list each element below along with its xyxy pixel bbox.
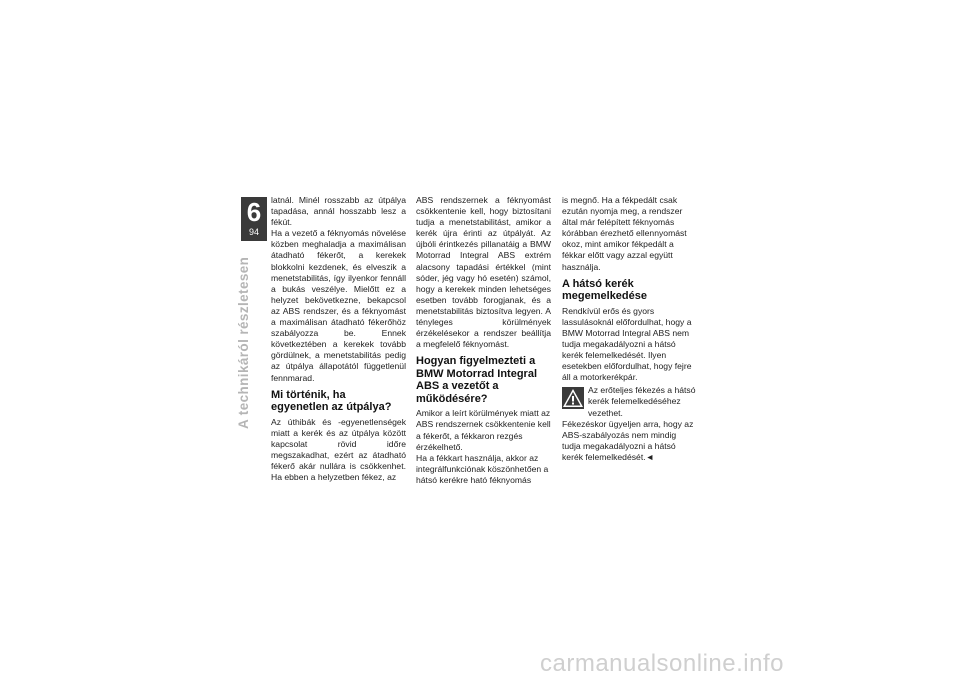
- warning-triangle-icon: [562, 387, 584, 409]
- text-column-3: [562, 195, 697, 463]
- paragraph: Ha a fékkart használja, akkor az integrálfunkciónak köszönhetően a hátsó kerékre ható féknyomás: [416, 452, 549, 485]
- chapter-number: 6: [246, 197, 262, 227]
- warning-block: [562, 385, 697, 418]
- chapter-tab: [241, 197, 267, 241]
- paragraph: latnál. Minél rosszabb az útpálya tapadása, annál hosszabb lesz a fékút.: [271, 195, 406, 228]
- paragraph: Rendkívül erős és gyors lassulásoknál előfordulhat, hogy a BMW Motorrad Integral ABS nem tudja megakadályozni a hátsó kerék felemelkedését. Ilyen esetekben előfordulhat, hogy fejre áll a motorkerékpár.: [562, 305, 692, 383]
- side-chapter-title: A technikáról részletesen: [236, 257, 251, 430]
- page-number: 94: [248, 227, 259, 237]
- paragraph: Ha a vezető a féknyomás növelése közben meghaladja a maximálisan átadható fékerőt, a kerekek blokkolni kezdenek, és elveszik a menetstabilitás, így ilyenkor fennáll a bukás veszélye. Mielőtt ez a helyzet bekövetkezne, bekapcsol az ABS rendszer, és a féknyomást a maximálisan átadható fékerőhöz szabályozza be. Ennek következtében a kerekek tovább gördülnek, a menetstabilitás pedig az útpálya állapotától függetlenül fennmarad.: [271, 228, 406, 383]
- paragraph: Fékezéskor ügyeljen arra, hogy az ABS-szabályozás nem mindig tudja megakadályozni a hátsó kerék felemelkedését.◄: [562, 418, 694, 462]
- text-column-2: [416, 195, 551, 486]
- paragraph: Az úthibák és -egyenetlenségek miatt a kerék és az útpálya között kapcsolat rövid időre megszakadhat, ezért az átadható fékerő akár nullára is csökkenhet. Ha ebben a helyzetben fékez, az: [271, 416, 406, 483]
- watermark: carmanualsonline.info: [540, 650, 784, 677]
- section-heading: Hogyan figyelmezteti a BMW Motorrad Integral ABS a vezetőt a működésére?: [416, 355, 537, 405]
- section-heading: Mi történik, ha egyenetlen az útpálya?: [271, 388, 392, 414]
- paragraph: ABS rendszernek a féknyomást csökkentenie kell, hogy biztosítani tudja a menetstabilitást, amikor a kerék újra érinti az útpályát. Az újbóli érintkezés pillanatáig a BMW Motorrad Integral ABS extrém alacsony tapadási értékkel (mint sóder, jég vagy hó esetén) számol, hogy a kerekek minden lehetséges esetben tovább forogjanak, és a menetstabilitás biztosítva legyen. A tényleges körülmények érzékelésekor a rendszer beállítja a megfelelő féknyomást.: [416, 195, 551, 350]
- paragraph: Amikor a leírt körülmények miatt az ABS rendszernek csökkentenie kell a fékerőt, a fékkaron rezgés érzékelhető.: [416, 408, 551, 452]
- warning-text: Az erőteljes fékezés a hátsó kerék felemelkedéséhez vezethet.: [588, 385, 696, 418]
- section-heading: A hátsó kerék megemelkedése: [562, 277, 647, 303]
- text-column-1: [271, 195, 406, 483]
- paragraph: is megnő. Ha a fékpedált csak ezután nyomja meg, a rendszer által már felépített féknyomás kórábban érezhető ellennyomást okoz, mint amikor fékpedált a fékkar előtt vagy azzal együtt használja.: [562, 195, 687, 272]
